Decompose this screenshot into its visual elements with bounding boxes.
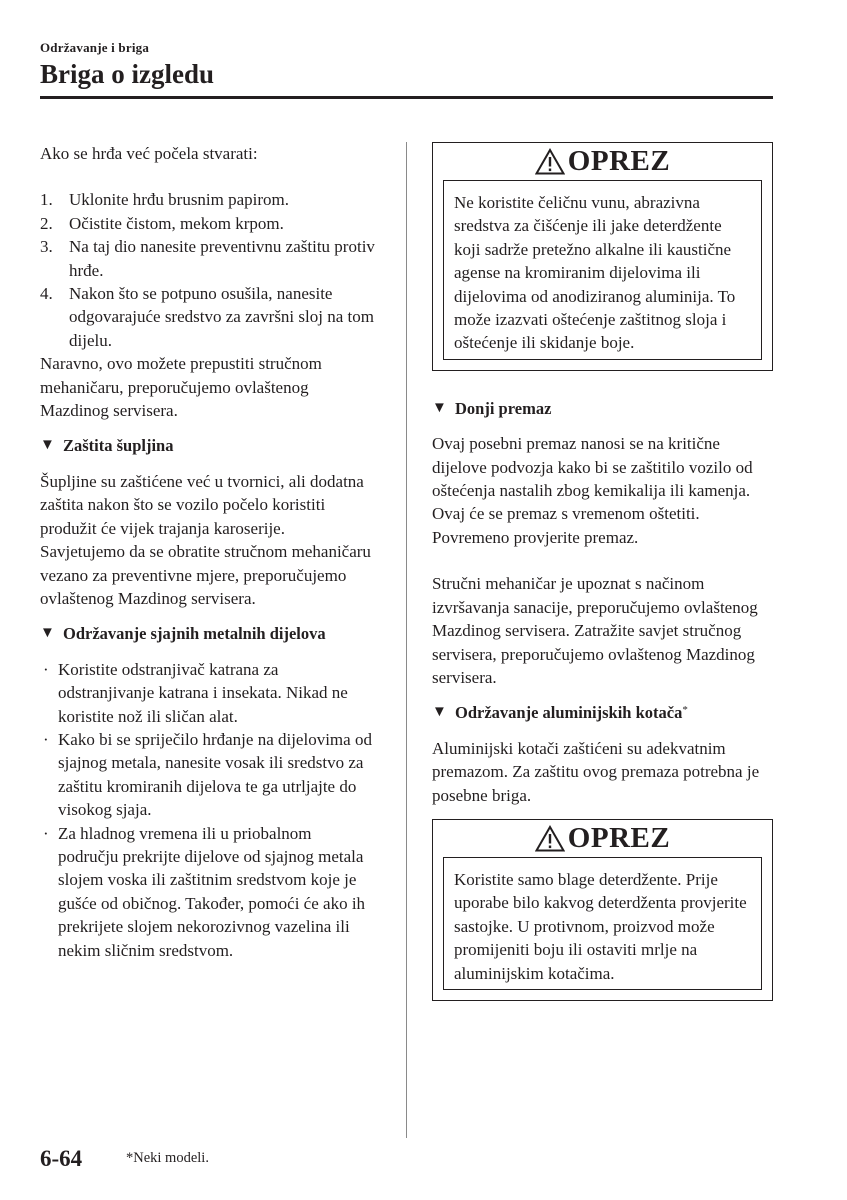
step-number: 4. (40, 284, 53, 304)
step-item (40, 212, 376, 235)
caution-label: OPREZ (567, 144, 671, 177)
metal-heading-text: Održavanje sjajnih metalnih dijelova (63, 624, 326, 644)
wheels-paragraph: Aluminijski kotači zaštićeni su adekvatnim premazom. Za zaštitu ovog premaza potrebna je posebne briga. (432, 738, 760, 805)
cavity-heading (40, 434, 376, 457)
step-text: Očistite čistom, mekom krpom. (69, 213, 284, 233)
step-number: 1. (40, 190, 53, 210)
page-title: Briga o izgledu (40, 59, 214, 89)
bullet-dot-icon: · (43, 729, 49, 749)
caution-box (432, 142, 773, 371)
caution-text: Koristite samo blage deterdžente. Prije uporabe bilo kakvog deterdženta provjerite sastojke. U protivnom, proizvod može promijeniti boju ili ostaviti mrlje na aluminijskim kotačima. (454, 869, 747, 983)
bullet-text: Za hladnog vremena ili u priobalnom području prekrijte dijelove od sjajnog metala slojem voska ili zaštitnim sredstvom koje je gušće od običnog. Također, pomoći će ako ih prekrijete slojem nekorozivnog vazelina ili nekim sličnim sredstvom. (58, 823, 366, 960)
triangle-down-icon: ▼ (432, 704, 447, 721)
cavity-heading-text: Zaštita šupljina (63, 436, 174, 456)
wheels-heading-text: Održavanje aluminijskih kotača (455, 703, 683, 723)
triangle-down-icon: ▼ (40, 625, 55, 642)
wheels-heading (432, 701, 773, 724)
rust-after-steps: Naravno, ovo možete prepustiti stručnom mehaničaru, preporučujemo ovlaštenog Mazdinog servisera. (40, 354, 322, 421)
underbody-heading-text: Donji premaz (455, 398, 552, 418)
rust-steps (40, 188, 376, 352)
rust-intro: Ako se hrđa već počela stvarati: (40, 144, 258, 163)
caution-header (433, 820, 772, 857)
step-text: Na taj dio nanesite preventivnu zaštitu protiv hrđe. (69, 237, 375, 280)
section-label: Održavanje i briga (40, 40, 150, 55)
step-item (40, 188, 376, 211)
bullet-item (40, 822, 376, 962)
footnote: *Neki modeli. (126, 1150, 209, 1166)
triangle-down-icon: ▼ (432, 399, 447, 416)
underbody-heading (432, 397, 773, 420)
step-text: Uklonite hrđu brusnim papirom. (69, 190, 290, 210)
step-item (40, 235, 376, 282)
warning-triangle-icon (535, 148, 565, 175)
underbody-paragraph-1: Ovaj posebni premaz nanosi se na kritične dijelove podvozja kako bi se zaštitilo vozilo od oštećenja nastalih zbog kemikalija ili kamenja. Ovaj će se premaz s vremenom oštetiti. Povremeno provjerite premaz. (432, 434, 753, 547)
bullet-dot-icon: · (43, 823, 49, 843)
caution-label: OPREZ (567, 821, 671, 854)
triangle-down-icon: ▼ (40, 437, 55, 454)
step-number: 3. (40, 237, 53, 257)
cavity-paragraph-1: Šupljine su zaštićene već u tvornici, ali dodatna zaštita nakon što se vozilo počelo koristiti produžit će vijek trajanja karoserije. (40, 471, 364, 538)
caution-box (432, 819, 773, 1001)
step-text: Nakon što se potpuno osušila, nanesite odgovarajuće sredstvo za završni sloj na tom dijelu. (69, 284, 374, 350)
bullet-dot-icon: · (43, 659, 49, 679)
step-item (40, 282, 376, 352)
caution-text: Ne koristite čeličnu vunu, abrazivna sredstva za čišćenje ili jake deterdžente koji sadrže pretežno alkalne ili kaustične agense na kromiranim dijelovima ili dijelovima od anodiziranog aluminija. To može izazvati oštećenje zaštitnog sloja i oštećenje ili skidanje boje. (454, 193, 736, 353)
column-divider (406, 142, 407, 1138)
model-note-marker: * (682, 704, 688, 717)
caution-body (443, 857, 762, 990)
underbody-paragraph-2: Stručni mehaničar je upoznat s načinom izvršavanja sanacije, preporučujemo ovlaštenog Mazdinog servisera. Zatražite savjet stručnog servisera, preporučujemo ovlaštenog Mazdinog servisera. (432, 574, 758, 687)
metal-bullets (40, 658, 376, 962)
cavity-paragraph-2: Savjetujemo da se obratite stručnom mehaničaru vezano za preventivne mjere, preporučujemo ovlaštenog Mazdinog servisera. (40, 542, 371, 608)
left-column (40, 142, 376, 962)
bullet-text: Koristite odstranjivač katrana za odstranjivanje katrana i insekata. Nikad ne koristite nož ili sličan alat. (58, 659, 348, 726)
metal-heading (40, 622, 376, 645)
bullet-item (40, 658, 376, 728)
caution-body (443, 180, 762, 360)
right-column (432, 142, 773, 1001)
page-number: 6-64 (40, 1146, 83, 1171)
caution-header (433, 143, 772, 180)
step-number: 2. (40, 213, 53, 233)
bullet-text: Kako bi se spriječilo hrđanje na dijelovima od sjajnog metala, nanesite vosak ili sredstvo za zaštitu kromiranih dijelova te ga utrljajte do visokog sjaja. (58, 729, 372, 820)
title-rule (40, 96, 773, 99)
bullet-item (40, 728, 376, 822)
warning-triangle-icon (535, 825, 565, 852)
